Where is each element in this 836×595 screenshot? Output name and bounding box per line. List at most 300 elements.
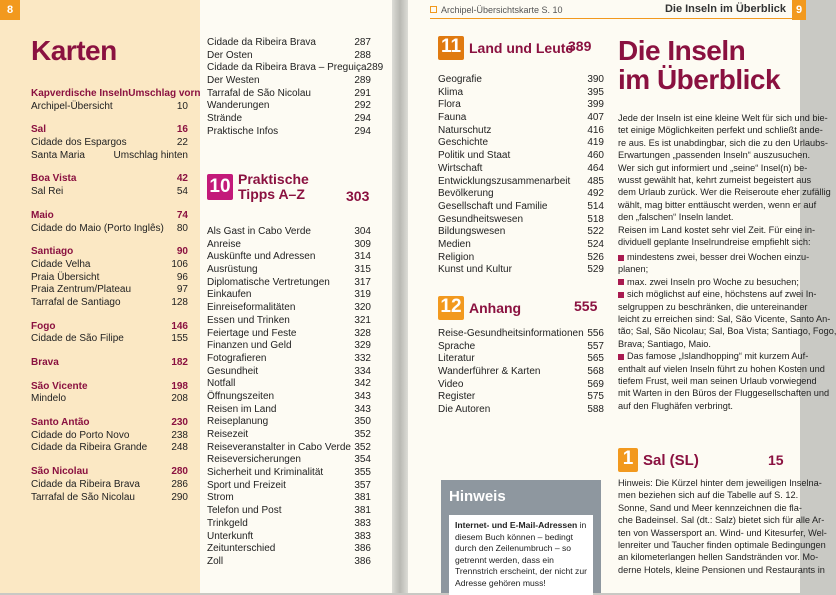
- toc-entry-label: Trinkgeld: [207, 517, 248, 529]
- toc-entry: [31, 173, 188, 186]
- left-page: [0, 0, 392, 593]
- section-number-badge: 1: [618, 448, 638, 472]
- toc-entry-page: 317: [354, 276, 371, 288]
- text-line: auf den Flughäfen verbringt.: [618, 400, 733, 411]
- toc-entry-page: 294: [354, 125, 371, 137]
- toc-entry-page: 128: [171, 296, 188, 308]
- toc-entry: [31, 321, 188, 334]
- toc-entry-page: 329: [354, 340, 371, 352]
- toc-entry-page: 309: [354, 238, 371, 250]
- toc-entry: [207, 50, 371, 63]
- toc-entry-page: 416: [587, 124, 604, 136]
- toc-entry: [207, 556, 371, 569]
- toc-entry: [438, 125, 604, 138]
- toc-entry-page: 332: [354, 352, 371, 364]
- text-line: den „falschen“ Inseln landet.: [618, 212, 734, 223]
- text-line: men beziehen sich auf die Tabelle auf S. 12.: [618, 490, 799, 501]
- toc-entry: [438, 404, 604, 417]
- toc-entry: [207, 62, 384, 75]
- toc-entry-page: 556: [587, 328, 604, 339]
- toc-entry-label: Tarrafal de Santiago: [31, 296, 121, 308]
- toc-entry-label: Wanderungen: [207, 100, 270, 112]
- toc-entry-label: Unterkunft: [207, 530, 254, 542]
- toc-entry-page: 565: [587, 353, 604, 365]
- toc-entry-label: Maio: [31, 209, 54, 221]
- toc-entry-label: Der Osten: [207, 49, 253, 61]
- toc-entry-page: 198: [171, 380, 188, 392]
- toc-entry: [438, 112, 604, 125]
- toc-entry: [207, 340, 371, 353]
- toc-entry-label: Notfall: [207, 378, 236, 390]
- toc-entry-page: 146: [171, 320, 188, 332]
- toc-entry-label: Fauna: [438, 112, 467, 124]
- toc-entry: [207, 505, 371, 518]
- toc-entry-label: Diplomatische Vertretungen: [207, 276, 330, 288]
- toc-entry-label: Reise-Gesundheitsinformationen: [438, 328, 584, 339]
- toc-entry: [207, 100, 371, 113]
- toc-entry-label: Politik und Staat: [438, 150, 511, 162]
- toc-entry: [438, 252, 604, 265]
- toc-entry-page: 292: [354, 100, 371, 112]
- toc-entry-label: Der Westen: [207, 75, 260, 87]
- toc-entry-page: 291: [354, 87, 371, 99]
- toc-entry-page: 557: [587, 340, 604, 352]
- toc-entry-page: 80: [176, 222, 188, 234]
- toc-entry-label: Praktische Infos: [207, 125, 279, 137]
- text-line: tiefem Frust, weil man seinen Urlaub vorwiegend: [618, 375, 817, 386]
- section-1-heading: [618, 448, 699, 472]
- toc-entry-label: Fogo: [31, 320, 56, 332]
- toc-entry: [438, 163, 604, 176]
- text-line: Brava; Santiago, Maio.: [618, 338, 711, 349]
- toc-entry: [207, 113, 371, 126]
- toc-entry-label: Entwicklungszusammenarbeit: [438, 175, 571, 187]
- toc-entry-page: 390: [587, 74, 604, 85]
- text-line: enthalt auf vielen Inseln führt zu hohen Kosten und: [618, 363, 825, 374]
- toc-entry: [207, 315, 371, 328]
- section-heading: Die Inseln im Überblick: [618, 35, 781, 95]
- toc-entry-label: Brava: [31, 357, 59, 368]
- toc-entry: [207, 492, 371, 505]
- toc-entry: [207, 88, 371, 101]
- toc-entry: [438, 264, 604, 277]
- toc-entry-page: 248: [171, 442, 188, 454]
- toc-entry-page: 54: [176, 186, 188, 198]
- bullet-square-icon: [618, 255, 624, 261]
- toc-entry-label: Gesundheitswesen: [438, 213, 524, 225]
- toc-entry-page: 354: [354, 454, 371, 466]
- toc-entry-page: 522: [587, 226, 604, 238]
- toc-entry-page: 381: [354, 492, 371, 504]
- toc-entry: [207, 75, 371, 88]
- toc-entry: [31, 297, 188, 310]
- toc-entry-label: Cidade do Maio (Porto Inglês): [31, 222, 164, 234]
- toc-entry-label: Flora: [438, 99, 461, 111]
- bullet-square-icon: [618, 279, 624, 285]
- toc-entry-page: 357: [354, 479, 371, 491]
- toc-entry-page: 407: [587, 112, 604, 124]
- toc-entry: [438, 341, 604, 354]
- toc-entry-label: Reiseveranstalter in Cabo Verde: [207, 441, 351, 453]
- toc-entry-page: 22: [176, 137, 188, 149]
- text-line: selgruppen zu beschränken, die untereinander: [618, 301, 808, 312]
- toc-entry: [438, 239, 604, 252]
- toc-entry: [438, 353, 604, 366]
- toc-entry: [207, 454, 371, 467]
- toc-entry: [31, 430, 188, 443]
- contents-list-anhang: [438, 328, 604, 417]
- toc-entry-page: 96: [176, 271, 188, 283]
- maps-list: [31, 88, 201, 504]
- toc-entry-page: 208: [171, 393, 188, 405]
- toc-entry-page: 464: [587, 162, 604, 174]
- toc-entry-page: 97: [176, 284, 188, 296]
- toc-entry-page: 485: [587, 175, 604, 187]
- toc-entry-label: Wanderführer & Karten: [438, 366, 541, 378]
- toc-entry-label: São Vicente: [31, 380, 88, 392]
- toc-entry: [31, 150, 188, 163]
- chapter-10-page: 303: [346, 188, 370, 204]
- toc-entry-label: Religion: [438, 251, 475, 263]
- toc-entry-page: 42: [176, 173, 188, 185]
- page-number-left: 8: [0, 0, 20, 20]
- toc-entry: [207, 518, 371, 531]
- hinweis-box: [441, 480, 601, 593]
- toc-entry-page: 575: [587, 391, 604, 403]
- toc-entry-label: Cidade do Porto Novo: [31, 429, 130, 441]
- toc-entry-label: Register: [438, 391, 476, 403]
- toc-entry-label: Feiertage und Feste: [207, 327, 297, 339]
- toc-entry-page: 289: [366, 62, 384, 74]
- toc-entry-label: Archipel-Übersicht: [31, 100, 113, 112]
- text-line: Jede der Inseln ist eine kleine Welt für sich und bie-: [618, 113, 828, 123]
- toc-entry-label: Bevölkerung: [438, 188, 494, 200]
- text-line: Reisen im Land kostet sehr viel Zeit. Für eine in-: [618, 224, 816, 235]
- contents-list-nicolau: [207, 37, 384, 139]
- toc-entry-page: 381: [354, 505, 371, 517]
- running-header: [430, 3, 800, 19]
- toc-entry-label: Gesellschaft und Familie: [438, 200, 548, 212]
- text-line: max. zwei Inseln pro Woche zu besuchen;: [618, 276, 794, 288]
- toc-entry-label: São Nicolau: [31, 466, 89, 478]
- sal-text: [618, 477, 827, 576]
- text-line: tet einige Möglichkeiten perfekt und schließt ande-: [618, 125, 823, 136]
- toc-entry-page: 304: [354, 226, 371, 237]
- toc-entry-page: 526: [587, 251, 604, 263]
- text-line: dem Urlaub zurück. Wer die Reiseroute eher zufällig: [618, 187, 831, 198]
- toc-entry-label: Video: [438, 378, 464, 390]
- toc-entry: [31, 466, 188, 479]
- toc-entry: [31, 259, 188, 272]
- toc-entry: [207, 366, 371, 379]
- toc-entry-label: Geschichte: [438, 137, 489, 149]
- text-line: dividuell geplante Inselrundreise empfiehlt sich:: [618, 236, 811, 247]
- text-line: sich möglichst auf eine, höchstens auf zwei In-: [618, 288, 794, 300]
- toc-entry: [207, 264, 371, 277]
- contents-list-tipps: [207, 226, 371, 569]
- text-line: mindestens zwei, besser drei Wochen einzu-: [618, 251, 794, 263]
- toc-entry: [207, 277, 371, 290]
- toc-entry-label: Zeitunterschied: [207, 543, 276, 555]
- chapter-number-badge: 12: [438, 296, 464, 320]
- toc-entry-page: 319: [354, 289, 371, 301]
- toc-entry-page: 343: [354, 390, 371, 402]
- chapter-number-badge: 11: [438, 36, 464, 60]
- toc-entry-page: 238: [171, 429, 188, 441]
- toc-entry-page: 399: [587, 99, 604, 111]
- toc-entry-page: 460: [587, 150, 604, 162]
- toc-entry-label: Reiseversicherungen: [207, 454, 301, 466]
- toc-entry: [207, 251, 371, 264]
- toc-entry-page: 524: [587, 238, 604, 250]
- toc-entry-page: 294: [354, 113, 371, 125]
- toc-entry-label: Einreiseformalitäten: [207, 302, 296, 314]
- toc-entry-label: Gesundheit: [207, 365, 259, 377]
- toc-entry-page: 529: [587, 264, 604, 276]
- text-line: Erwartungen „passenden Inseln“ auszusuchen.: [618, 150, 811, 161]
- text-line: ten von Wassersport an. Wind- und Kitesurfer, Wel-: [618, 527, 827, 538]
- toc-entry: [31, 88, 201, 101]
- toc-entry-page: 289: [354, 75, 371, 87]
- toc-entry: [438, 226, 604, 239]
- toc-entry-page: 90: [176, 246, 188, 258]
- toc-entry-label: Mindelo: [31, 393, 67, 405]
- toc-entry-label: Essen und Trinken: [207, 314, 290, 326]
- toc-entry-label: Fotografieren: [207, 352, 267, 364]
- toc-entry: [31, 186, 188, 199]
- text-line: wusst gewählt hat, kehrt zumeist begeistert aus: [618, 174, 812, 185]
- toc-entry: [31, 124, 188, 137]
- toc-entry-page: 288: [354, 49, 371, 61]
- toc-entry-label: Kunst und Kultur: [438, 264, 512, 276]
- toc-entry-label: Cidade da Ribeira Brava: [31, 478, 140, 490]
- toc-entry-page: 342: [354, 378, 371, 390]
- text-line: Sonne, Sand und Meer kennzeichnen die fla-: [618, 502, 802, 513]
- text-line: che Badeinsel. Sal (dt.: Salz) bietet sich für alle Ar-: [618, 515, 825, 526]
- toc-entry: [438, 366, 604, 379]
- text-line: mit Warten in den Büros der Fluggesellschaften und: [618, 388, 830, 399]
- bullet-square-icon: [618, 292, 624, 298]
- toc-entry: [31, 442, 188, 455]
- toc-entry-label: Medien: [438, 238, 471, 250]
- hinweis-title: Hinweis: [449, 488, 506, 505]
- page-number-right: 9: [792, 0, 806, 20]
- chapter-11-page: 389: [568, 38, 592, 54]
- toc-entry-page: 395: [587, 86, 604, 98]
- chapter-title: Praktische Tipps A–Z: [238, 171, 309, 202]
- toc-entry: [31, 137, 188, 150]
- section-1-page: 15: [768, 452, 784, 468]
- toc-entry-label: Santo Antão: [31, 417, 90, 429]
- toc-entry: [438, 214, 604, 227]
- toc-entry-page: 588: [587, 404, 604, 416]
- toc-entry: [438, 188, 604, 201]
- toc-entry: [31, 417, 188, 430]
- toc-entry-page: 334: [354, 365, 371, 377]
- toc-entry-label: Tarrafal de São Nicolau: [207, 87, 311, 99]
- toc-entry: [207, 404, 371, 417]
- text-line: Das famose „Islandhopping“ mit kurzem Auf-: [618, 350, 794, 362]
- toc-entry-page: 569: [587, 378, 604, 390]
- toc-entry: [207, 429, 371, 442]
- toc-entry-label: Cidade Velha: [31, 258, 91, 270]
- right-page: [408, 0, 836, 593]
- toc-entry-label: Praia Übersicht: [31, 271, 100, 283]
- toc-entry-label: Naturschutz: [438, 124, 492, 136]
- toc-entry-page: 518: [587, 213, 604, 225]
- tips-bullets: [618, 251, 836, 412]
- toc-entry-label: Sal Rei: [31, 186, 64, 198]
- toc-entry-page: Umschlag hinten: [113, 149, 188, 161]
- running-header-right: Die Inseln im Überblick: [664, 3, 786, 15]
- toc-entry: [31, 393, 188, 406]
- hinweis-body: Internet- und E-Mail-Adressen in diesem Buch können – bedingt durch den Zeilenumbruch – so getrennt werden, dass ein Trennstrich erscheint, der nicht zur Adresse gehören muss!: [449, 515, 593, 595]
- toc-entry-page: 106: [171, 258, 188, 270]
- text-line: planen;: [618, 264, 649, 275]
- toc-entry-page: 568: [587, 366, 604, 378]
- toc-entry: [438, 328, 604, 341]
- toc-entry-page: 352: [354, 429, 371, 440]
- text-line: Wer sich gut informiert und „seine“ Insel(n) be-: [618, 162, 808, 173]
- chapter-10-heading: [207, 172, 309, 202]
- toc-entry-page: 230: [171, 417, 188, 429]
- toc-entry-page: 290: [171, 491, 188, 503]
- toc-entry: [207, 239, 371, 252]
- chapter-title: Land und Leute: [469, 39, 574, 56]
- toc-entry: [207, 226, 371, 239]
- toc-entry: [438, 379, 604, 392]
- toc-entry-label: Cidade dos Espargos: [31, 137, 127, 149]
- text-line: lenreiter und Taucher finden optimale Bedingungen: [618, 539, 826, 550]
- toc-entry-label: Telefon und Post: [207, 505, 282, 517]
- toc-entry: [207, 467, 371, 480]
- toc-entry-label: Praia Zentrum/Plateau: [31, 284, 132, 296]
- toc-entry-page: Umschlag vorn: [128, 88, 201, 99]
- toc-entry: [438, 201, 604, 214]
- toc-entry: [31, 223, 188, 236]
- toc-entry-page: 314: [354, 251, 371, 263]
- toc-entry-page: 280: [171, 466, 188, 478]
- toc-entry-label: Sprache: [438, 340, 476, 352]
- toc-entry: [207, 302, 371, 315]
- contents-list-land: [438, 74, 604, 277]
- toc-entry-page: 182: [171, 357, 188, 368]
- toc-entry: [438, 74, 604, 87]
- toc-entry-page: 74: [176, 209, 188, 221]
- text-line: tão; Sal, São Nicolau; Sal, Boa Vista; Santiago, Fogo,: [618, 326, 836, 337]
- toc-entry: [31, 333, 188, 346]
- toc-entry-label: Anreise: [207, 238, 241, 250]
- toc-entry-page: 383: [354, 517, 371, 529]
- toc-entry-label: Cidade da Ribeira Brava – Preguiça: [207, 62, 367, 74]
- toc-entry-label: Santiago: [31, 246, 74, 258]
- toc-entry: [438, 176, 604, 189]
- toc-entry-page: 386: [354, 543, 371, 555]
- maps-heading: Karten: [31, 35, 117, 66]
- toc-entry-page: 328: [354, 327, 371, 339]
- toc-entry-label: Bildungswesen: [438, 226, 506, 238]
- toc-entry: [438, 137, 604, 150]
- text-line: Hinweis: Die Kürzel hinter dem jeweiligen Inselna-: [618, 478, 822, 488]
- text-line: re aus. Es ist unabdingbar, sich die zu den Urlaubs-: [618, 137, 828, 148]
- text-line: wählt, mag bitter enttäuscht werden, wenn er auf: [618, 199, 817, 210]
- toc-entry-page: 321: [354, 314, 371, 326]
- toc-entry: [438, 87, 604, 100]
- toc-entry: [31, 492, 188, 505]
- toc-entry: [207, 353, 371, 366]
- toc-entry-label: Geografie: [438, 74, 482, 85]
- toc-entry-label: Sport und Freizeit: [207, 479, 286, 491]
- toc-entry-label: Boa Vista: [31, 173, 77, 185]
- bullet-square-icon: [618, 354, 624, 360]
- toc-entry-label: Strom: [207, 492, 234, 504]
- toc-entry-label: Reisezeit: [207, 429, 249, 440]
- chapter-12-heading: [438, 296, 521, 320]
- toc-entry-page: 287: [354, 37, 371, 48]
- toc-entry-label: Zoll: [207, 555, 224, 567]
- toc-entry: [207, 378, 371, 391]
- text-line: leicht zu erreichen sind: Sal, São Vicente, Santo An-: [618, 313, 831, 324]
- toc-entry-label: Die Autoren: [438, 404, 491, 416]
- chapter-title: Anhang: [469, 299, 522, 316]
- toc-entry-label: Cidade de São Filipe: [31, 333, 124, 345]
- toc-entry-label: Kapverdische Inseln: [31, 88, 129, 99]
- toc-entry-page: 355: [354, 467, 371, 479]
- toc-entry-page: 352: [354, 441, 371, 453]
- toc-entry-label: Einkaufen: [207, 289, 252, 301]
- toc-entry: [31, 357, 188, 370]
- toc-entry: [207, 126, 371, 139]
- toc-entry: [31, 246, 188, 259]
- toc-entry-page: 343: [354, 403, 371, 415]
- toc-entry: [31, 284, 188, 297]
- toc-entry: [438, 150, 604, 163]
- section-title: Sal (SL): [643, 451, 699, 469]
- toc-entry-page: 386: [354, 555, 371, 567]
- toc-entry-page: 320: [354, 302, 371, 314]
- toc-entry-label: Auskünfte und Adressen: [207, 251, 316, 263]
- toc-entry: [207, 543, 371, 556]
- toc-entry: [31, 210, 188, 223]
- toc-entry-label: Öffnungszeiten: [207, 390, 275, 402]
- toc-entry-label: Cidade da Ribeira Brava: [207, 37, 316, 48]
- toc-entry-label: Reisen im Land: [207, 403, 277, 415]
- toc-entry: [207, 480, 371, 493]
- chapter-number-badge: 10: [207, 174, 233, 200]
- chapter-11-heading: [438, 36, 573, 60]
- toc-entry-label: Cidade da Ribeira Grande: [31, 442, 148, 454]
- toc-entry-label: Finanzen und Geld: [207, 340, 292, 352]
- toc-entry-page: 419: [587, 137, 604, 149]
- toc-entry-page: 492: [587, 188, 604, 200]
- toc-entry-label: Tarrafal de São Nicolau: [31, 491, 135, 503]
- toc-entry: [31, 101, 188, 114]
- toc-entry-label: Als Gast in Cabo Verde: [207, 226, 311, 237]
- toc-entry-label: Ausrüstung: [207, 264, 258, 276]
- text-line: an kilometerlangen hellen Sandstränden vor. Mo-: [618, 552, 819, 563]
- toc-entry: [31, 381, 188, 394]
- toc-entry: [207, 442, 371, 455]
- toc-entry: [207, 289, 371, 302]
- toc-entry-page: 514: [587, 200, 604, 212]
- toc-entry: [207, 328, 371, 341]
- toc-entry-page: 16: [176, 124, 188, 136]
- toc-entry: [438, 391, 604, 404]
- toc-entry-page: 350: [354, 416, 371, 428]
- toc-entry-label: Santa Maria: [31, 149, 85, 161]
- toc-entry: [31, 272, 188, 285]
- intro-text: [618, 112, 831, 248]
